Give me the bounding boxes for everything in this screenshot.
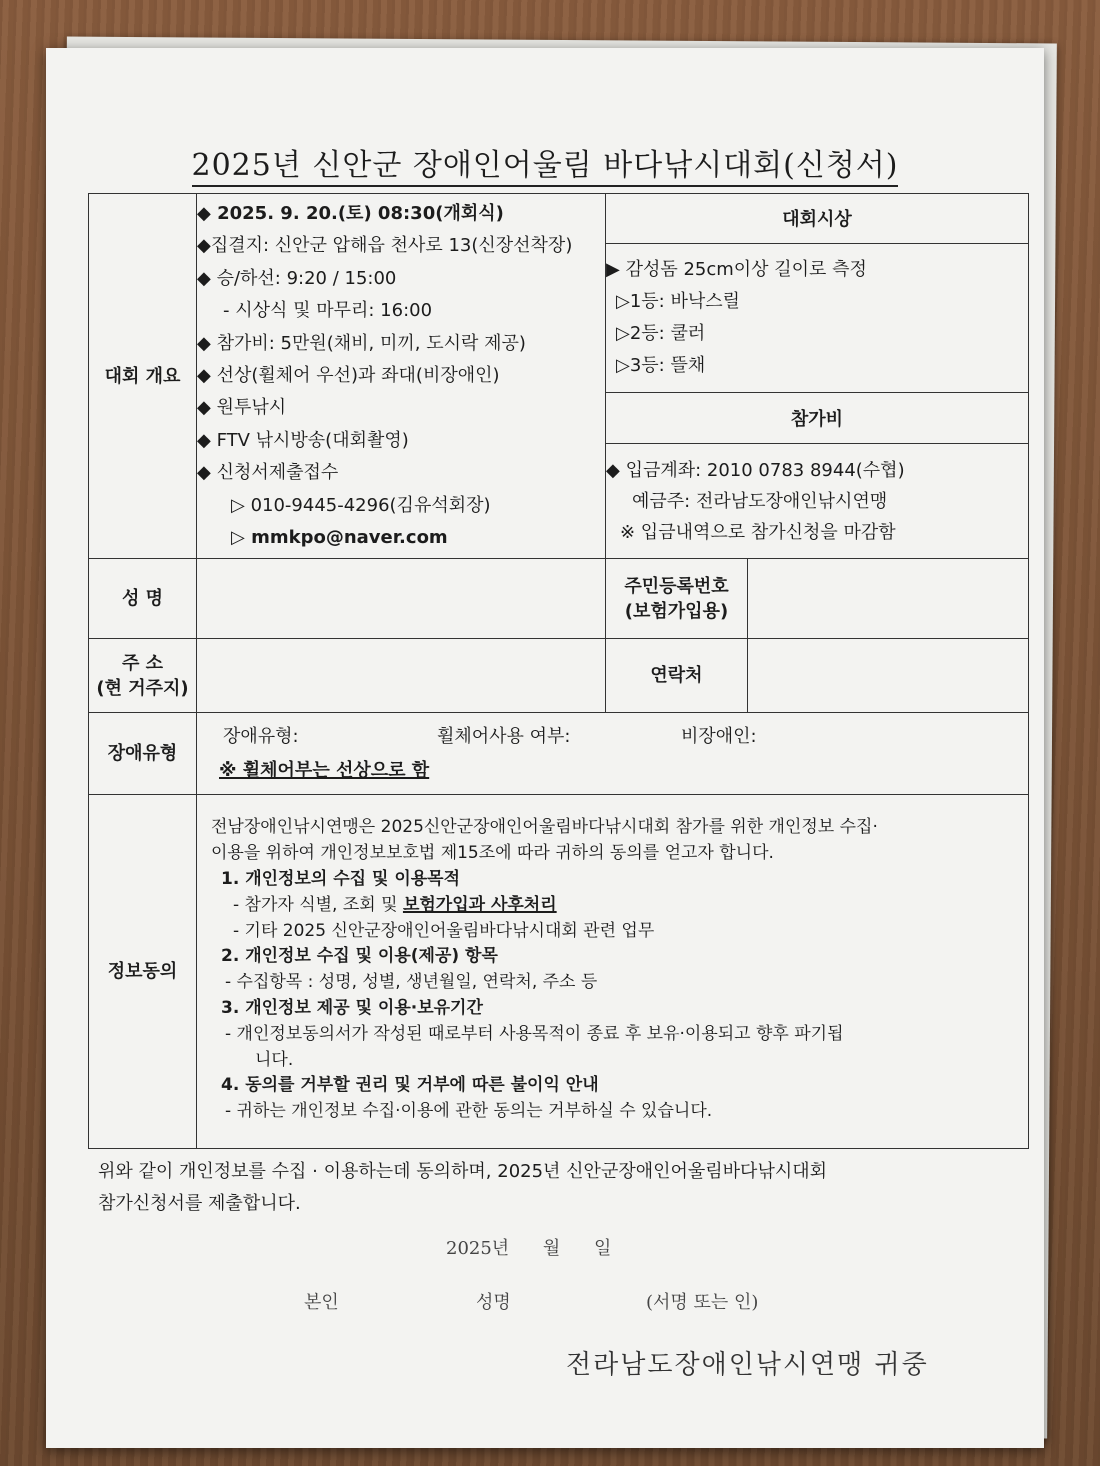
disability-label: 장애유형: [89, 713, 197, 795]
rrn-field[interactable]: [748, 559, 1029, 639]
consent-heading-1: 1. 개인정보의 수집 및 이용목적: [221, 869, 461, 890]
consent-heading-2: 2. 개인정보 수집 및 이용(제공) 항목: [221, 946, 498, 967]
recipient: 전라남도장애인낚시연맹 귀중: [566, 1350, 929, 1380]
application-table: [88, 193, 1029, 1149]
overview-broadcast: ◆ FTV 낚시방송(대회촬영): [197, 429, 409, 451]
date-line[interactable]: 2025년 월 일: [446, 1238, 612, 1259]
signature-label[interactable]: (서명 또는 인): [646, 1292, 759, 1313]
prizes-content: [606, 243, 1029, 393]
overview-submission: ◆ 신청서제출접수: [197, 462, 339, 484]
non-disabled-field[interactable]: 비장애인:: [681, 725, 757, 747]
prize-first: ▷1등: 바낙스릴: [616, 290, 741, 312]
prize-second: ▷2등: 쿨러: [616, 322, 706, 344]
prize-third: ▷3등: 뜰채: [616, 354, 706, 376]
overview-content: [197, 194, 606, 559]
fee-holder: 예금주: 전라남도장애인낚시연맹: [632, 490, 888, 512]
signer-name-label[interactable]: 성명: [476, 1292, 511, 1313]
consent-item-2-1: - 수집항목 : 성명, 성별, 생년월일, 연락처, 주소 등: [225, 972, 598, 993]
disability-content: [197, 713, 1029, 795]
overview-phone: ▷ 010-9445-4296(김유석회장): [231, 494, 491, 516]
overview-meeting-point: ◆집결지: 신안군 압해읍 천사로 13(신장선착장): [197, 235, 573, 257]
overview-seating: ◆ 선상(휠체어 우선)과 좌대(비장애인): [197, 365, 500, 387]
application-form-sheet: [46, 48, 1044, 1448]
consent-heading-3: 3. 개인정보 제공 및 이용·보유기간: [221, 998, 483, 1019]
fee-note: ※ 입금내역으로 참가신청을 마감함: [620, 521, 896, 543]
overview-label: 대회 개요: [89, 194, 197, 559]
rrn-label: 주민등록번호 (보험가입용): [606, 559, 748, 639]
contact-label: 연락처: [606, 639, 748, 713]
consent-item-1-2: - 기타 2025 신안군장애인어울림바다낚시대회 관련 업무: [233, 920, 655, 941]
overview-fee: ◆ 참가비: 5만원(채비, 미끼, 도시락 제공): [197, 332, 526, 354]
consent-content: [197, 795, 1029, 1149]
overview-ceremony: - 시상식 및 마무리: 16:00: [223, 300, 433, 322]
self-label: 본인: [304, 1292, 339, 1313]
consent-intro-2: 이용을 위하여 개인정보보호법 제15조에 따라 귀하의 동의를 얻고자 합니다.: [211, 843, 774, 864]
prizes-header: 대회시상: [606, 194, 1029, 244]
overview-casting: ◆ 원투낚시: [197, 397, 287, 419]
overview-boarding: ◆ 승/하선: 9:20 / 15:00: [197, 267, 397, 289]
closing-statement: 위와 같이 개인정보를 수집 · 이용하는데 동의하며, 2025년 신안군장애인어울림바다낚시대회 참가신청서를 제출합니다.: [98, 1161, 827, 1214]
address-label: 주 소 (현 거주지): [89, 639, 197, 713]
consent-item-3-1: - 개인정보동의서가 작성된 때로부터 사용목적이 종료 후 보유·이용되고 향후 파기됩: [225, 1023, 844, 1044]
contact-field[interactable]: [748, 639, 1029, 713]
wheelchair-field[interactable]: 휠체어사용 여부:: [437, 725, 571, 747]
name-field[interactable]: [197, 559, 606, 639]
consent-item-3-1-cont: 니다.: [255, 1049, 294, 1070]
consent-intro-1: 전남장애인낚시연맹은 2025신안군장애인어울림바다낚시대회 참가를 위한 개인정보 수집·: [211, 817, 878, 838]
wheelchair-note: ※ 휠체어부는 선상으로 함: [219, 759, 430, 781]
consent-label: 정보동의: [89, 795, 197, 1149]
name-label: 성 명: [89, 559, 197, 639]
consent-item-1-1: - 참가자 식별, 조회 및 보험가입과 사후처리: [233, 894, 557, 915]
consent-heading-4: 4. 동의를 거부할 권리 및 거부에 따른 불이익 안내: [221, 1075, 599, 1096]
overview-date: ◆ 2025. 9. 20.(토) 08:30(개회식): [197, 203, 504, 224]
form-title: 2025년 신안군 장애인어울림 바다낚시대회(신청서): [46, 140, 1044, 184]
prize-measure: ▶ 감성돔 25cm이상 길이로 측정: [606, 258, 867, 280]
disability-type-field[interactable]: 장애유형:: [223, 725, 299, 747]
consent-item-4-1: - 귀하는 개인정보 수집·이용에 관한 동의는 거부하실 수 있습니다.: [225, 1101, 713, 1122]
overview-email: ▷ mmkpo@naver.com: [231, 527, 448, 549]
address-field[interactable]: [197, 639, 606, 713]
fee-content: [606, 443, 1029, 559]
fee-account: ◆ 입금계좌: 2010 0783 8944(수협): [606, 459, 905, 481]
fee-header: 참가비: [606, 393, 1029, 444]
